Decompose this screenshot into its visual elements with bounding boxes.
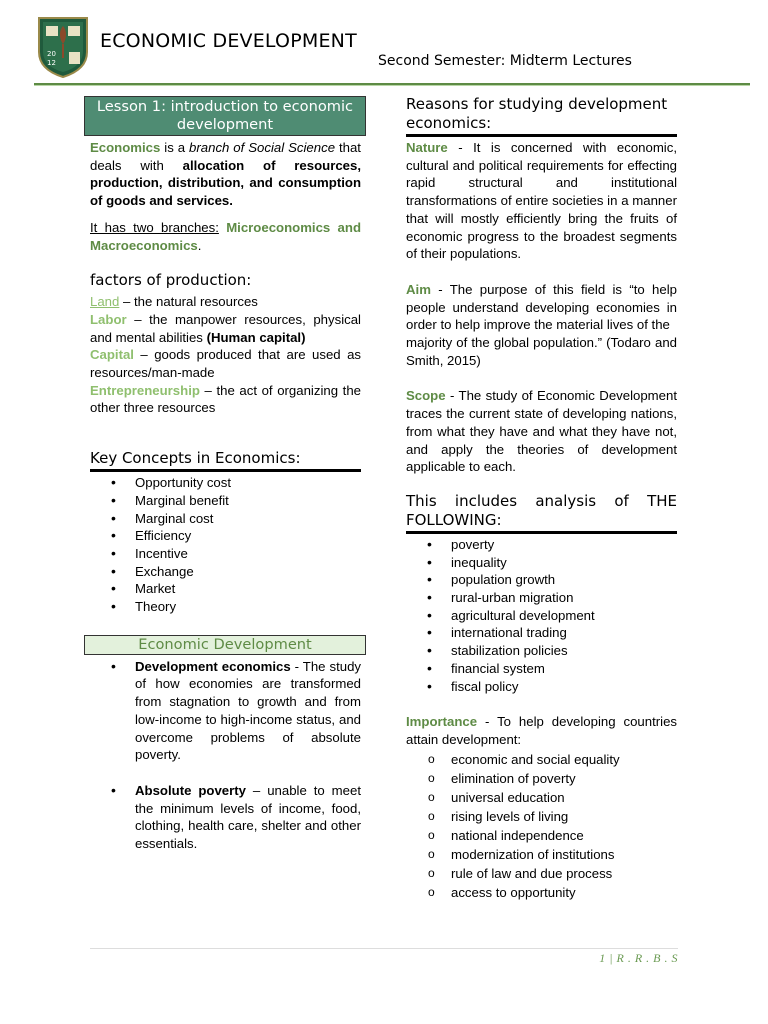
document-title: ECONOMIC DEVELOPMENT	[100, 30, 357, 52]
key-concepts-list	[90, 474, 361, 616]
nature-term: Nature	[406, 140, 448, 155]
ed-text: - The study of how economies are transformed from stagnation to growth and from low-income to high-income status, and overcome problems of absolute poverty.	[135, 658, 362, 763]
branches-label: It has two branches:	[90, 219, 219, 235]
list-item: • Opportunity cost	[90, 474, 361, 492]
list-item: o modernization of institutions	[406, 845, 677, 864]
list-item: o economic and social equality	[406, 750, 677, 769]
aim-text-2: majority of the global population.” (Todaro and Smith, 2015)	[406, 335, 677, 368]
logo-year-top: 20	[47, 50, 56, 58]
document-subtitle: Second Semester: Midterm Lectures	[378, 53, 632, 69]
branches-line	[90, 219, 361, 254]
header-divider	[34, 83, 750, 86]
scope-text: - The study of Economic Development traces the current state of developing nations, from what they have and what they have not, and apply the theories of development applicable to each.	[406, 388, 677, 475]
economic-development-box: Economic Development	[84, 635, 366, 655]
factor-land-text: – the natural resources	[119, 294, 258, 310]
lesson-title-box: Lesson 1: introduction to economic development	[84, 96, 366, 136]
aim-paragraph	[406, 281, 677, 370]
right-column	[406, 95, 677, 902]
factor-labor	[90, 311, 361, 346]
aim-text: - The purpose of this field is “to help people understand developing economies in order to help improve the material lives of the	[406, 281, 677, 333]
ed-text: – unable to meet the minimum levels of income, food, clothing, health care, shelter and other essentials.	[135, 782, 361, 852]
factor-entrepreneurship	[90, 382, 361, 417]
list-item: • financial system	[406, 660, 677, 678]
ed-term: Absolute poverty	[135, 782, 246, 798]
branches-end: .	[197, 237, 202, 253]
list-item: • Market	[90, 580, 361, 598]
list-item: o access to opportunity	[406, 883, 677, 902]
includes-heading: This includes analysis of THE FOLLOWING:	[406, 492, 677, 534]
importance-text: - To help developing countries attain development:	[406, 714, 677, 747]
economics-italic: branch of Social Science	[189, 140, 336, 155]
list-item: o universal education	[406, 788, 677, 807]
list-item: • Marginal benefit	[90, 492, 361, 510]
economics-bold: allocation of resources, production, distribution, and consumption of goods and services.	[90, 157, 361, 209]
list-item: • poverty	[406, 536, 677, 554]
economics-text-1: is a	[160, 140, 190, 155]
factor-entre-term: Entrepreneurship	[90, 382, 200, 398]
factor-labor-bold: (Human capital)	[206, 329, 306, 345]
reasons-heading: Reasons for studying development economics:	[406, 95, 677, 137]
list-item: • Marginal cost	[90, 510, 361, 528]
list-item: • fiscal policy	[406, 678, 677, 696]
includes-list	[406, 536, 677, 695]
footer-page-label: 1 | R . R . B . S	[599, 951, 678, 965]
branches-value: Microeconomics and Macroeconomics	[90, 219, 361, 253]
factors-list	[90, 293, 361, 417]
factor-entre-text: – the act of organizing the other three resources	[90, 382, 361, 416]
list-item: o elimination of poverty	[406, 769, 677, 788]
list-item: • rural-urban migration	[406, 589, 677, 607]
list-item: o rising levels of living	[406, 807, 677, 826]
ed-term: Development economics	[135, 658, 291, 674]
importance-paragraph	[406, 713, 677, 748]
nature-text: - It is concerned with economic, cultural and political requirements for effecting rapid structural and institutional transformations of entire societies in a manner that will mostly efficiently bring the fruits of economic progress to the broadest segments of their populations.	[406, 140, 677, 262]
factors-heading: factors of production:	[90, 271, 252, 290]
list-item: • inequality	[406, 554, 677, 572]
list-item: • stabilization policies	[406, 642, 677, 660]
economics-text-2: that deals with	[90, 140, 361, 173]
importance-list	[406, 750, 677, 902]
key-concepts-heading: Key Concepts in Economics:	[90, 449, 361, 472]
school-seal-logo	[36, 16, 90, 78]
economics-definition	[90, 139, 361, 210]
list-item: • Efficiency	[90, 527, 361, 545]
factor-capital-term: Capital	[90, 347, 134, 363]
factor-land	[90, 293, 361, 311]
scope-paragraph	[406, 387, 677, 476]
list-item: o rule of law and due process	[406, 864, 677, 883]
economics-term: Economics	[90, 140, 161, 155]
economic-development-list	[90, 658, 361, 853]
factor-labor-text: – the manpower resources, physical and mental abilities	[90, 311, 361, 345]
list-item: • Exchange	[90, 563, 361, 581]
scope-term: Scope	[406, 388, 446, 404]
factor-capital-text: – goods produced that are used as resources/man-made	[90, 347, 361, 381]
list-item: • population growth	[406, 571, 677, 589]
list-item	[90, 782, 361, 853]
list-item: • Incentive	[90, 545, 361, 563]
left-column	[90, 96, 361, 853]
logo-year-bottom: 12	[47, 59, 56, 67]
list-item: • agricultural development	[406, 607, 677, 625]
aim-term: Aim	[406, 281, 431, 297]
list-item: • Theory	[90, 598, 361, 616]
factor-land-term: Land	[90, 294, 120, 310]
list-item: • international trading	[406, 624, 677, 642]
factor-labor-term: Labor	[90, 311, 127, 327]
importance-term: Importance	[406, 714, 478, 730]
footer-divider	[90, 948, 678, 949]
nature-paragraph	[406, 139, 677, 263]
list-item: o national independence	[406, 826, 677, 845]
list-item	[90, 658, 361, 764]
factor-capital	[90, 346, 361, 381]
